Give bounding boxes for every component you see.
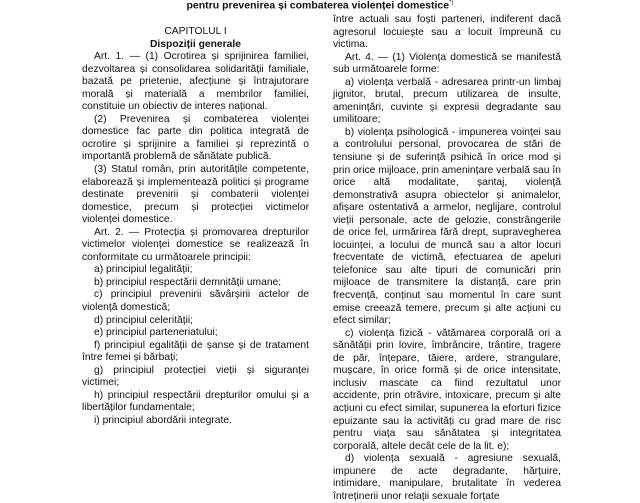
art4-item-c: c) violența fizică - vătămarea corporală ori a sănătății prin lovire, îmbrâncire, trântire, tragere de păr, înțepare, tăiere, ardere, strangulare, mușcare, în orice formă și de orice intensitate, inclusiv mascate ca fiind rezultatul unor accidente, prin otrăvire, intoxicare, precum și alte acțiuni cu efect similar, supunerea la eforturi fizice epuizante sau la activități cu grad mare de risc pentru viața sau sănătatea și integritatea corporală, altele decât cele de la lit. e);	[333, 327, 561, 452]
document-title-text: pentru prevenirea și combaterea violenței domestice	[186, 0, 450, 12]
chapter-title: Dispoziții generale	[150, 38, 241, 50]
art2-item-c: c) principiul prevenirii săvârșirii actelor de violență domestică;	[82, 289, 309, 314]
art2-intro: Art. 2. — Protecția și promovarea drepturilor victimelor violenței domestice se realizează în conformitate cu următoarele principii:	[82, 226, 309, 263]
art2-item-g: g) principiul protecției vieții și siguranței victimei;	[82, 364, 309, 389]
title-footnote-marker: *)	[449, 0, 454, 6]
art2-item-b: b) principiul respectării demnității umane;	[94, 276, 282, 288]
art2-item-f: f) principiul egalității de șanse și de tratament între femei și bărbați;	[82, 339, 309, 364]
art2-item-d: d) principiul celerității;	[94, 314, 194, 326]
chapter-heading: CAPITOLUL I	[164, 26, 227, 37]
art4-item-d: d) violența sexuală - agresiune sexuală, impunere de acte degradante, hărțuire, intimidare, manipulare, brutalitate în vederea întreținerii unor relații sexuale forțate	[333, 453, 561, 502]
art3-continuation: între actuali sau foști parteneri, indiferent dacă agresorul locuiește sau a locuit împreună cu victima.	[333, 14, 561, 51]
art4-intro: Art. 4. — (1) Violența domestică se manifestă sub următoarele forme:	[333, 51, 561, 76]
art4-item-a: a) violența verbală - adresarea printr-un limbaj jignitor, brutal, precum utilizarea de insulte, amenințări, cuvinte și expresii degradante sau umilitoare;	[333, 76, 561, 126]
left-column	[82, 26, 309, 428]
art2-item-a: a) principiul legalității;	[94, 264, 193, 276]
art4-item-b: b) violența psihologică - impunerea voinței sau a controlului personal, provocarea de stări de tensiune și de suferință psihică în orice mod și prin orice mijloace, prin amenințare verbală sau în orice altă modalitate, șantaj, violență demonstrativă asupra obiectelor și animalelor, afișare ostentativă a armelor, neglijare, controlul vieții personale, acte de gelozie, constrângerile de orice fel, urmărirea fără drept, supravegherea locuinței, a locului de muncă sau a altor locuri frecventate de victimă, efectuarea de apeluri telefonice sau alte tipuri de comunicări prin mijloace de transmitere la distanță, care prin frecvență, conținut sau momentul în care sunt emise creează temere, precum și alte acțiuni cu efect similar;	[333, 126, 561, 327]
art1-paragraph-3: (3) Statul român, prin autoritățile competente, elaborează și implementează politici și programe destinate prevenirii și combaterii violenței domestice, precum și protecției victimelor violenței domestice.	[82, 164, 309, 226]
art2-item-i: i) principiul abordării integrate.	[94, 414, 232, 426]
document-title	[0, 0, 640, 12]
art2-item-h: h) principiul respectării drepturilor omului și a libertăților fundamentale;	[82, 389, 309, 414]
art1-paragraph-2: (2) Prevenirea și combaterea violenței domestice fac parte din politica integrată de ocrotire și sprijinire a familiei și reprezintă o importantă problemă de sănătate publică.	[82, 113, 309, 163]
right-column	[333, 14, 561, 503]
art1-paragraph-1: Art. 1. — (1) Ocrotirea și sprijinirea familiei, dezvoltarea și consolidarea solidarității familiale, bazată pe prietenie, afecțiune și întrajutorare morală și materială a membrilor familiei, constituie un obiectiv de interes național.	[82, 51, 309, 113]
art2-item-e: e) principiul parteneriatului;	[94, 327, 218, 339]
